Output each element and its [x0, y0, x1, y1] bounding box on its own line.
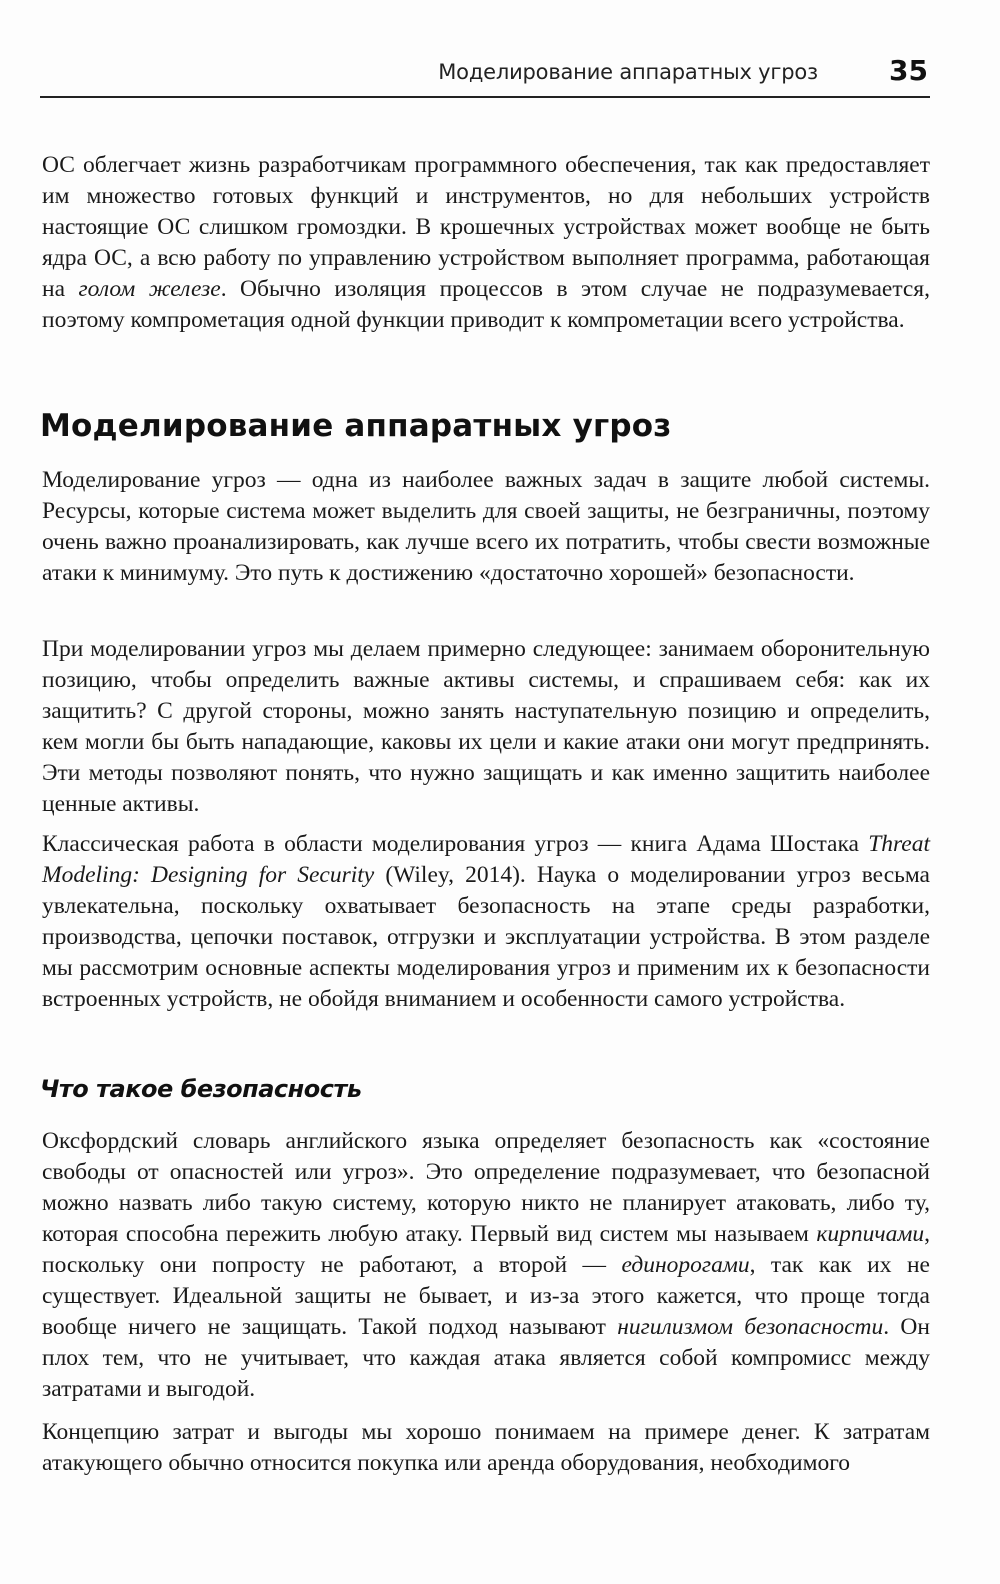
paragraph-cost-benefit: Концепцию затрат и выгоды мы хорошо понимаем на примере денег. К затратам атакующего обычно относится покупка или аренда оборудования, необходимого [42, 1419, 930, 1476]
running-header [40, 52, 930, 98]
emphasis-term: нигилизмом безопасности [617, 1314, 884, 1340]
subsection-heading: Что такое безопасность [40, 1075, 362, 1103]
text-run: , поскольку они попросту не работают, а второй — [42, 1221, 930, 1278]
emphasis-term: голом железе [78, 276, 221, 302]
text-run: . Обычно изоляция процессов в этом случае не подразумевается, поэтому компрометация одной функции приводит к компрометации всего устройства. [42, 276, 930, 333]
paragraph-os-overview [42, 150, 930, 336]
paragraph-security-definition [42, 1126, 930, 1405]
text-run: . Он плох тем, что не учитывает, что каждая атака является собой компромисс между затратами и выгодой. [42, 1314, 930, 1402]
section-heading: Моделирование аппаратных угроз [40, 408, 672, 444]
text-run: ОС облегчает жизнь разработчикам программного обеспечения, так как предоставляет им множество готовых функций и инструментов, но для небольших устройств настоящие ОС слишком громоздки. В крошечных устройствах может вообще не быть ядра ОС, а всю работу по управлению устройством выполняет программа, работающая на [42, 152, 930, 302]
emphasis-term: единорогами [621, 1252, 750, 1278]
text-run: , так как их не существует. Идеальной защиты не бывает, и из-за этого кажется, что проще тогда вообще ничего не защищать. Такой подход называют [42, 1252, 930, 1340]
paragraph-threat-modeling-intro: Моделирование угроз — одна из наиболее важных задач в защите любой системы. Ресурсы, которые система может выделить для своей защиты, не безграничны, поэтому очень важно проанализировать, как лучше всего их потратить, чтобы свести возможные атаки к минимуму. Это путь к достижению «достаточно хорошей» безопасности. [42, 467, 930, 586]
text-run: Классическая работа в области моделирования угроз — книга Адама Шостака [42, 831, 869, 857]
book-page [40, 0, 930, 1584]
text-run: (Wiley, 2014). Наука о моделировании угроз весьма увлекательна, поскольку охватывает безопасность на этапе среды разработки, производства, цепочки поставок, отгрузки и эксплуатации устройства. В этом разделе мы рассмотрим основные аспекты моделирования угроз и применим их к безопасности встроенных устройств, не обойдя вниманием и особенности самого устройства. [42, 862, 930, 1012]
emphasis-term: кирпичами [816, 1221, 925, 1247]
running-title: Моделирование аппаратных угроз [438, 60, 818, 84]
text-run: Оксфордский словарь английского языка определяет безопасность как «состояние свободы от опасностей или угроз». Это определение подразумевает, что безопасной можно назвать либо такую систему, которую никто не планирует атаковать, либо ту, которая способна пережить любую атаку. Первый вид систем мы называем [42, 1128, 930, 1247]
paragraph-threat-modeling-method: При моделировании угроз мы делаем примерно следующее: занимаем оборонительную позицию, чтобы определить важные активы системы, и спрашиваем себя: как их защитить? С другой стороны, можно занять наступательную позицию и определить, кем могли бы быть нападающие, каковы их цели и какие атаки они могут предпринять. Эти методы позволяют понять, что нужно защищать и как именно защитить наиболее ценные активы. [42, 636, 930, 817]
book-title: Threat Modeling: Designing for Security [42, 831, 930, 888]
paragraph-shostack-reference [42, 829, 930, 1015]
page-number: 35 [889, 54, 928, 87]
